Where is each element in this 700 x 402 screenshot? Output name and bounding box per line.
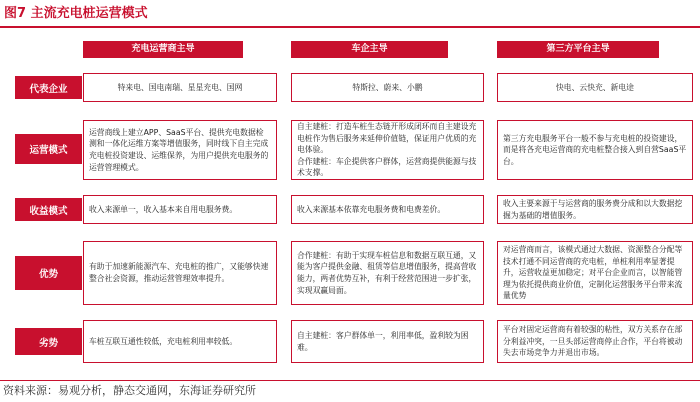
cell-text: 第三方充电服务平台一般不参与充电桩的投资建设，而是将各充电运营商的充电桩整合接入到自营SaaS平台。 [503,133,687,166]
source-note: 资料来源：易观分析，静态交通网，东海证券研究所 [3,384,256,397]
cell-disadvantages-automaker [291,320,484,363]
figure-title: 图7 主流充电桩运营模式 [4,6,148,21]
cell-text: 收入来源基本依靠充电服务费和电费差价。 [297,204,446,214]
cell-text: 收入来源单一，收入基本来自用电服务费。 [89,204,238,214]
cell-text: 合作建桩：有助于实现车桩信息和数据互联互通，又能为客户提供金融、租赁等信息增值服务，提高营收能力，两者优势互补，有利于经营范围进一步扩张，实现双赢局面。 [297,250,477,295]
cell-representatives-automaker [291,73,484,102]
source-rule [0,380,700,381]
cell-text: 运营商线上建立APP、SaaS平台、提供充电数据检测和一体化运维方案等增值服务，同时线下自主完成充电桩投资建设、运维保养，为用户提供充电服务的运营管理模式。 [89,127,269,172]
row-label-advantages: 优势 [15,256,82,290]
row-label-disadvantages: 劣势 [15,328,82,355]
cell-text: 有助于加速新能源汽车、充电桩的推广，又能够快速整合社会资源，推动运营管理效率提升。 [89,262,269,283]
cell-text: 特斯拉、蔚来、小鹏 [352,82,423,92]
cell-operating-model-operator [83,120,277,180]
row-label-revenue-model: 收益模式 [15,198,82,221]
cell-revenue-model-operator [83,195,277,224]
cell-text: 自主建桩：客户群体单一，利用率低，盈利较为困难。 [297,330,469,352]
cell-revenue-model-automaker [291,195,484,224]
cell-text: 平台对固定运营商有着较强的粘性，双方关系存在部分利益冲突，一旦头部运营商停止合作，平台将被动失去市场竞争力并退出市场。 [503,325,683,358]
cell-representatives-operator [83,73,277,102]
cell-text: 快电、云快充、新电途 [556,82,634,92]
cell-advantages-operator [83,241,277,305]
cell-revenue-model-third-party [497,195,693,224]
column-header-automaker: 车企主导 [291,41,448,58]
column-header-operator: 充电运营商主导 [83,41,243,58]
cell-text: 对运营商而言，该模式通过大数据、资源整合分配等技术打通不同运营商的充电桩，单桩利用率显著提升，运营收益更加稳定；对平台企业而言，以智能管理为依托提供商业价值，定制化运营服务平台带来流量优势 [503,245,683,301]
cell-disadvantages-third-party [497,320,693,363]
column-header-third-party: 第三方平台主导 [497,41,659,58]
cell-representatives-third-party [497,73,693,102]
cell-operating-model-third-party [497,120,693,180]
cell-text: 自主建桩：打造车桩生态链开形成闭环而自主建设充电桩作为售后服务来延伸价值链，保证用户优质的充电体验。 [297,122,477,155]
cell-text: 特来电、国电南瑞、星星充电、国网 [117,82,243,92]
cell-operating-model-automaker [291,120,484,180]
cell-advantages-third-party [497,241,693,305]
row-label-operating-model: 运营模式 [15,134,82,164]
cell-text: 车桩互联互通性较低，充电桩利用率较低。 [89,336,238,346]
cell-text: 收入主要来源于与运营商的服务费分成和以大数据挖掘为基础的增值服务。 [503,198,683,220]
cell-disadvantages-operator [83,320,277,363]
cell-advantages-automaker [291,241,484,305]
title-rule [0,26,700,28]
row-label-representatives: 代表企业 [15,76,82,99]
cell-text: 合作建桩：车企提供客户群体，运营商提供能源与技术支撑。 [297,156,477,178]
